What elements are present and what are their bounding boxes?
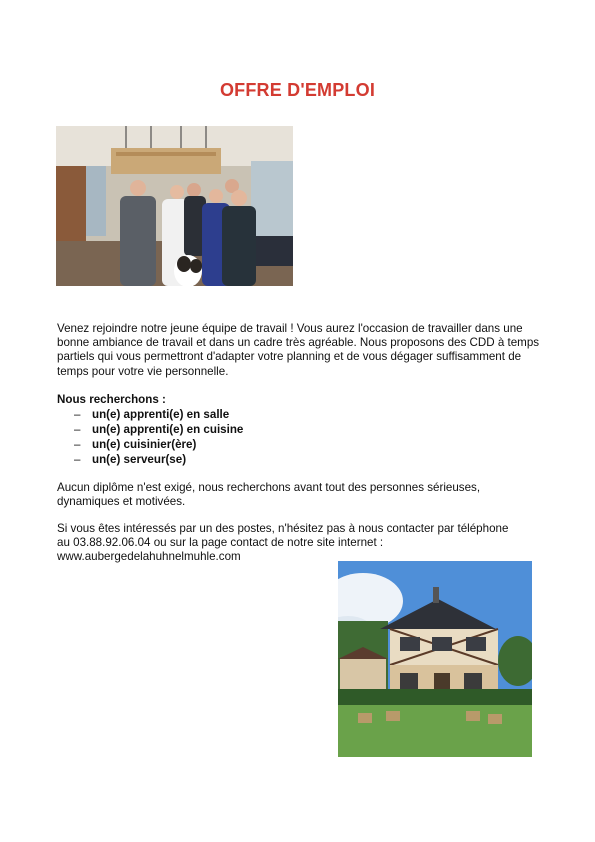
position-label: un(e) apprenti(e) en cuisine	[92, 423, 244, 436]
diploma-paragraph: Aucun diplôme n'est exigé, nous recherchons avant tout des personnes sérieuses, dynamiques et motivées.	[57, 481, 481, 509]
list-item	[57, 422, 357, 437]
website-link[interactable]: www.aubergedelahuhnelmuhle.com	[57, 550, 241, 564]
position-label: un(e) cuisinier(ère)	[92, 438, 197, 451]
bullet: –	[74, 438, 81, 451]
intro-paragraph: Venez rejoindre notre jeune équipe de travail ! Vous aurez l'occasion de travailler dans une bonne ambiance de travail et dans un cadre très agréable. Nous proposons des CDD à temps partiels qui vous permettront d'adapter votre planning et de vous dégager suffisamment de temps pour votre vie personnelle.	[57, 322, 540, 378]
page-title: OFFRE D'EMPLOI	[219, 80, 376, 100]
position-label: un(e) apprenti(e) en salle	[92, 408, 230, 421]
team-photo	[56, 126, 293, 286]
list-item	[57, 452, 357, 467]
auberge-photo	[338, 561, 532, 757]
position-label: un(e) serveur(se)	[92, 453, 187, 466]
contact-line-1: Si vous êtes intéressés par un des postes, n'hésitez pas à nous contacter par téléphone	[57, 522, 509, 535]
bullet: –	[74, 408, 81, 421]
positions-list	[57, 407, 357, 467]
contact-paragraph	[57, 522, 542, 565]
seeking-title: Nous recherchons :	[57, 393, 166, 406]
contact-line-2: au 03.88.92.06.04 ou sur la page contact de notre site internet :	[57, 536, 384, 550]
list-item	[57, 407, 357, 422]
list-item	[57, 437, 357, 452]
bullet: –	[74, 453, 81, 466]
bullet: –	[74, 423, 81, 436]
